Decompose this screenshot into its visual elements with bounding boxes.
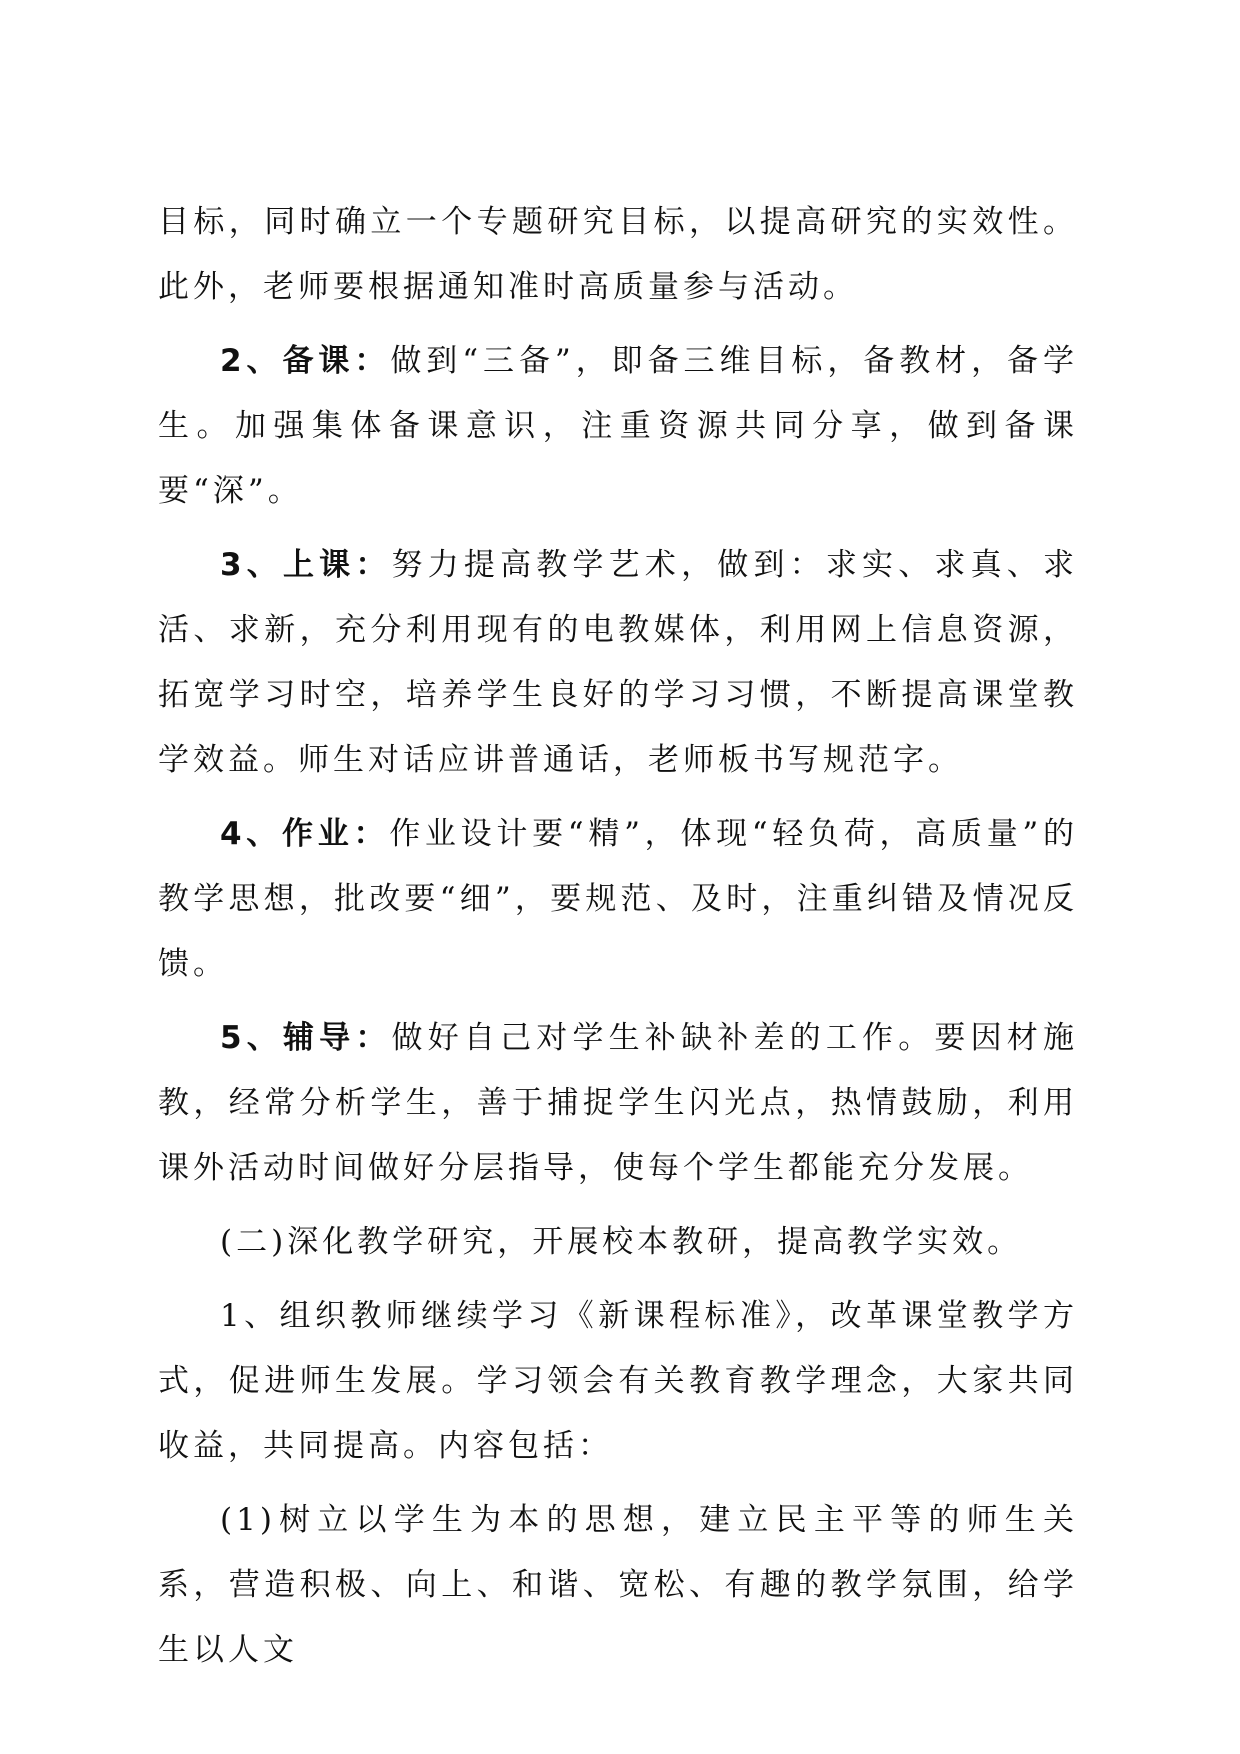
paragraph-text: (1)树立以学生为本的思想，建立民主平等的师生关系，营造积极、向上、和谐、宽松、有趣的教学氛围，给学生以人文 — [158, 1502, 1078, 1668]
document-page — [158, 190, 1078, 1683]
paragraph-text: 1、组织教师继续学习《新课程标准》，改革课堂教学方式，促进师生发展。学习领会有关教育教学理念，大家共同收益，共同提高。内容包括： — [158, 1298, 1078, 1464]
paragraph-study-curriculum — [158, 1284, 1078, 1479]
paragraph-text: 做到“三备”，即备三维目标，备教材，备学生。加强集体备课意识，注重资源共同分享，做到备课要“深”。 — [158, 343, 1078, 509]
paragraph-heading: 3、上课： — [220, 547, 392, 583]
section-heading-research — [158, 1210, 1078, 1275]
paragraph-lesson-preparation — [158, 329, 1078, 524]
paragraph-student-centered — [158, 1488, 1078, 1683]
paragraph-text: (二)深化教学研究，开展校本教研，提高教学实效。 — [220, 1224, 1023, 1260]
paragraph-intro-continuation — [158, 190, 1078, 320]
paragraph-tutoring — [158, 1006, 1078, 1201]
paragraph-text: 目标，同时确立一个专题研究目标，以提高研究的实效性。此外，老师要根据通知准时高质量参与活动。 — [158, 204, 1078, 305]
paragraph-text: 做好自己对学生补缺补差的工作。要因材施教，经常分析学生，善于捕捉学生闪光点，热情鼓励，利用课外活动时间做好分层指导，使每个学生都能充分发展。 — [158, 1020, 1078, 1186]
paragraph-text: 作业设计要“精”，体现“轻负荷，高质量”的教学思想，批改要“细”，要规范、及时，注重纠错及情况反馈。 — [158, 816, 1078, 982]
paragraph-heading: 5、辅导： — [220, 1020, 392, 1056]
paragraph-teaching-class — [158, 533, 1078, 793]
paragraph-heading: 4、作业： — [220, 816, 390, 852]
paragraph-text: 努力提高教学艺术，做到：求实、求真、求活、求新，充分利用现有的电教媒体，利用网上信息资源，拓宽学习时空，培养学生良好的学习习惯，不断提高课堂教学效益。师生对话应讲普通话，老师板书写规范字。 — [158, 547, 1078, 778]
paragraph-homework — [158, 802, 1078, 997]
paragraph-heading: 2、备课： — [220, 343, 391, 379]
